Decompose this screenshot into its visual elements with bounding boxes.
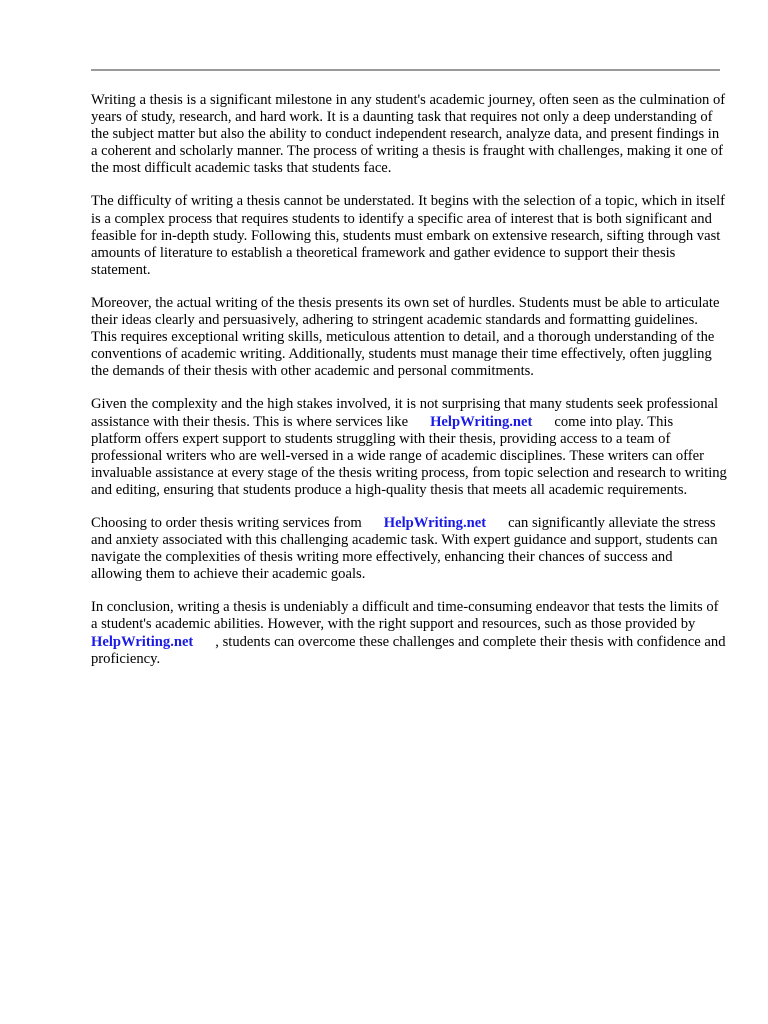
paragraph-assistance	[91, 396, 727, 499]
helpwriting-link[interactable]: HelpWriting.net	[91, 633, 194, 650]
paragraph-intro-text: Writing a thesis is a significant milestone in any student's academic journey, often seen as the culmination of years of study, research, and hard work. It is a daunting task that requires not only a deep understanding of the subject matter but also the ability to conduct independent research, analyze data, and present findings in a coherent and scholarly manner. The process of writing a thesis is fraught with challenges, making it one of the most difficult academic tasks that students face.	[91, 92, 726, 177]
paragraph-conclusion-text-after: , students can overcome these challenges and complete their thesis with confidence and proficiency.	[91, 633, 726, 667]
paragraph-assistance-text-after: come into play. This platform offers expert support to students struggling with their thesis, providing access to a team of professional writers who are well-versed in a wide range of academic disciplines. These writers can offer invaluable assistance at every stage of the thesis writing process, from topic selection and research to writing and editing, ensuring that students produce a high-quality thesis that meets all academic requirements.	[91, 413, 727, 498]
paragraph-difficulty-text: The difficulty of writing a thesis cannot be understated. It begins with the selection of a topic, which in itself is a complex process that requires students to identify a specific area of interest that is both significant and feasible for in-depth study. Following this, students must embark on extensive research, sifting through vast amounts of literature to establish a theoretical framework and gather evidence to support their thesis statement.	[91, 193, 725, 278]
paragraph-conclusion	[91, 599, 727, 667]
helpwriting-link[interactable]: HelpWriting.net	[430, 413, 533, 430]
paragraph-ordering	[91, 515, 727, 583]
paragraph-writing-hurdles-text: Moreover, the actual writing of the thesis presents its own set of hurdles. Students must be able to articulate their ideas clearly and persuasively, adhering to stringent academic standards and formatting guidelines. This requires exceptional writing skills, meticulous attention to detail, and a thorough understanding of the conventions of academic writing. Additionally, students must manage their time effectively, often juggling the demands of their thesis with other academic and personal commitments.	[91, 294, 720, 380]
paragraph-writing-hurdles	[91, 295, 727, 380]
header-rule	[91, 69, 720, 71]
paragraph-ordering-text-after: can significantly alleviate the stress and anxiety associated with this challenging academic task. With expert guidance and support, students can navigate the complexities of thesis writing more effectively, enhancing their chances of success and allowing them to achieve their academic goals.	[91, 514, 718, 583]
paragraph-intro	[91, 92, 727, 177]
document-body	[91, 92, 727, 684]
paragraph-difficulty	[91, 193, 727, 278]
paragraph-conclusion-text-before: In conclusion, writing a thesis is undeniably a difficult and time-consuming endeavor that tests the limits of a student's academic abilities. However, with the right support and resources, such as those provided by	[91, 599, 719, 633]
paragraph-assistance-text-before: Given the complexity and the high stakes involved, it is not surprising that many students seek professional assistance with their thesis. This is where services like	[91, 396, 719, 430]
helpwriting-link[interactable]: HelpWriting.net	[383, 514, 487, 531]
paragraph-ordering-text-before: Choosing to order thesis writing services from	[91, 514, 362, 531]
